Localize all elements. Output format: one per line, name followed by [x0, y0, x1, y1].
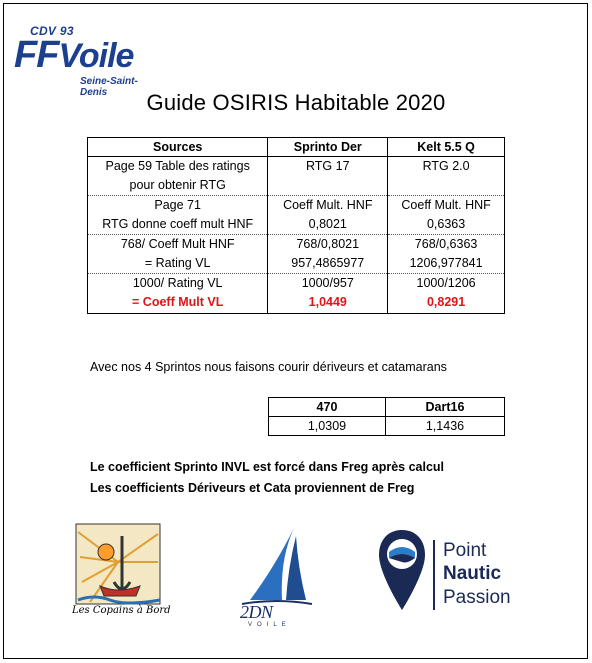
- table-cell-highlight: = Coeff Mult VL: [132, 295, 224, 309]
- table-cell-highlight: 1,0449: [268, 293, 388, 314]
- table-cell: [268, 176, 388, 196]
- pnp-logo-point: Point: [443, 540, 487, 561]
- pnp-divider: [433, 540, 435, 610]
- table-cell: Page 59 Table des ratings: [105, 159, 250, 173]
- table-row: [88, 157, 505, 177]
- logo-cdv-text: CDV 93: [30, 24, 74, 38]
- table-cell: 1000/1206: [388, 274, 505, 294]
- page-title: Guide OSIRIS Habitable 2020: [146, 90, 446, 115]
- pnp-logo-nautic: Nautic: [443, 563, 502, 584]
- 2dn-logo-text: 2DN: [240, 602, 273, 622]
- header-kelt: Kelt 5.5 Q: [388, 138, 505, 157]
- table-cell: 0,8021: [268, 215, 388, 235]
- header-470: 470: [269, 398, 386, 417]
- ratings-table: [87, 137, 505, 314]
- table-cell: 768/ Coeff Mult HNF: [120, 237, 235, 251]
- table-cell: RTG donne coeff mult HNF: [88, 215, 268, 235]
- note-line-2: Les coefficients Dériveurs et Cata proviennent de Freg: [90, 481, 415, 495]
- note-line-1: Le coefficient Sprinto INVL est forcé dans Freg après calcul: [90, 460, 445, 474]
- table-row: [88, 176, 505, 196]
- table-row: [88, 235, 505, 255]
- table-cell: 1206,977841: [388, 254, 505, 274]
- header-dart16: Dart16: [385, 398, 504, 417]
- table-cell: 768/0,6363: [388, 235, 505, 255]
- logo-ff-text: FF: [14, 34, 59, 76]
- table-row: [88, 274, 505, 294]
- table-row: [88, 293, 505, 314]
- table-row: [269, 417, 505, 436]
- table-row: [88, 215, 505, 235]
- header-sources: Sources: [88, 138, 268, 157]
- table-cell: 1000/957: [268, 274, 388, 294]
- table-row: [88, 254, 505, 274]
- table-cell: RTG 17: [268, 157, 388, 177]
- table-cell-highlight: 0,8291: [388, 293, 505, 314]
- table-header-row: [269, 398, 505, 417]
- dinghy-coeff-table: [268, 397, 505, 436]
- 2dn-logo-subtext: VOILE: [248, 622, 291, 628]
- map-pin-icon: [377, 528, 427, 612]
- table-cell: Coeff Mult. HNF: [268, 196, 388, 216]
- header-sprinto: Sprinto Der: [268, 138, 388, 157]
- table-header-row: [88, 138, 505, 157]
- ffvoile-logo: [14, 22, 154, 98]
- copains-logo-text: Les Copains à Bord: [72, 605, 171, 616]
- table-row: [88, 196, 505, 216]
- logo-dept-text: Seine-Saint-Denis: [80, 76, 138, 98]
- table-cell: Coeff Mult. HNF: [388, 196, 505, 216]
- pnp-logo-passion: Passion: [443, 587, 511, 608]
- logo-main-text: [14, 34, 133, 77]
- sprinto-sentence: Avec nos 4 Sprintos nous faisons courir dériveurs et catamarans: [90, 360, 447, 374]
- table-cell: Page 71: [154, 198, 201, 212]
- table-cell: = Rating VL: [88, 254, 268, 274]
- table-cell: 0,6363: [388, 215, 505, 235]
- table-cell: 957,4865977: [268, 254, 388, 274]
- table-cell: 1,1436: [385, 417, 504, 436]
- table-cell: [388, 176, 505, 196]
- table-cell: pour obtenir RTG: [88, 176, 268, 196]
- table-cell: 1000/ Rating VL: [132, 276, 223, 290]
- table-cell: 1,0309: [307, 419, 347, 433]
- table-cell: RTG 2.0: [388, 157, 505, 177]
- logo-voile-text: Voile: [58, 37, 134, 75]
- table-cell: 768/0,8021: [268, 235, 388, 255]
